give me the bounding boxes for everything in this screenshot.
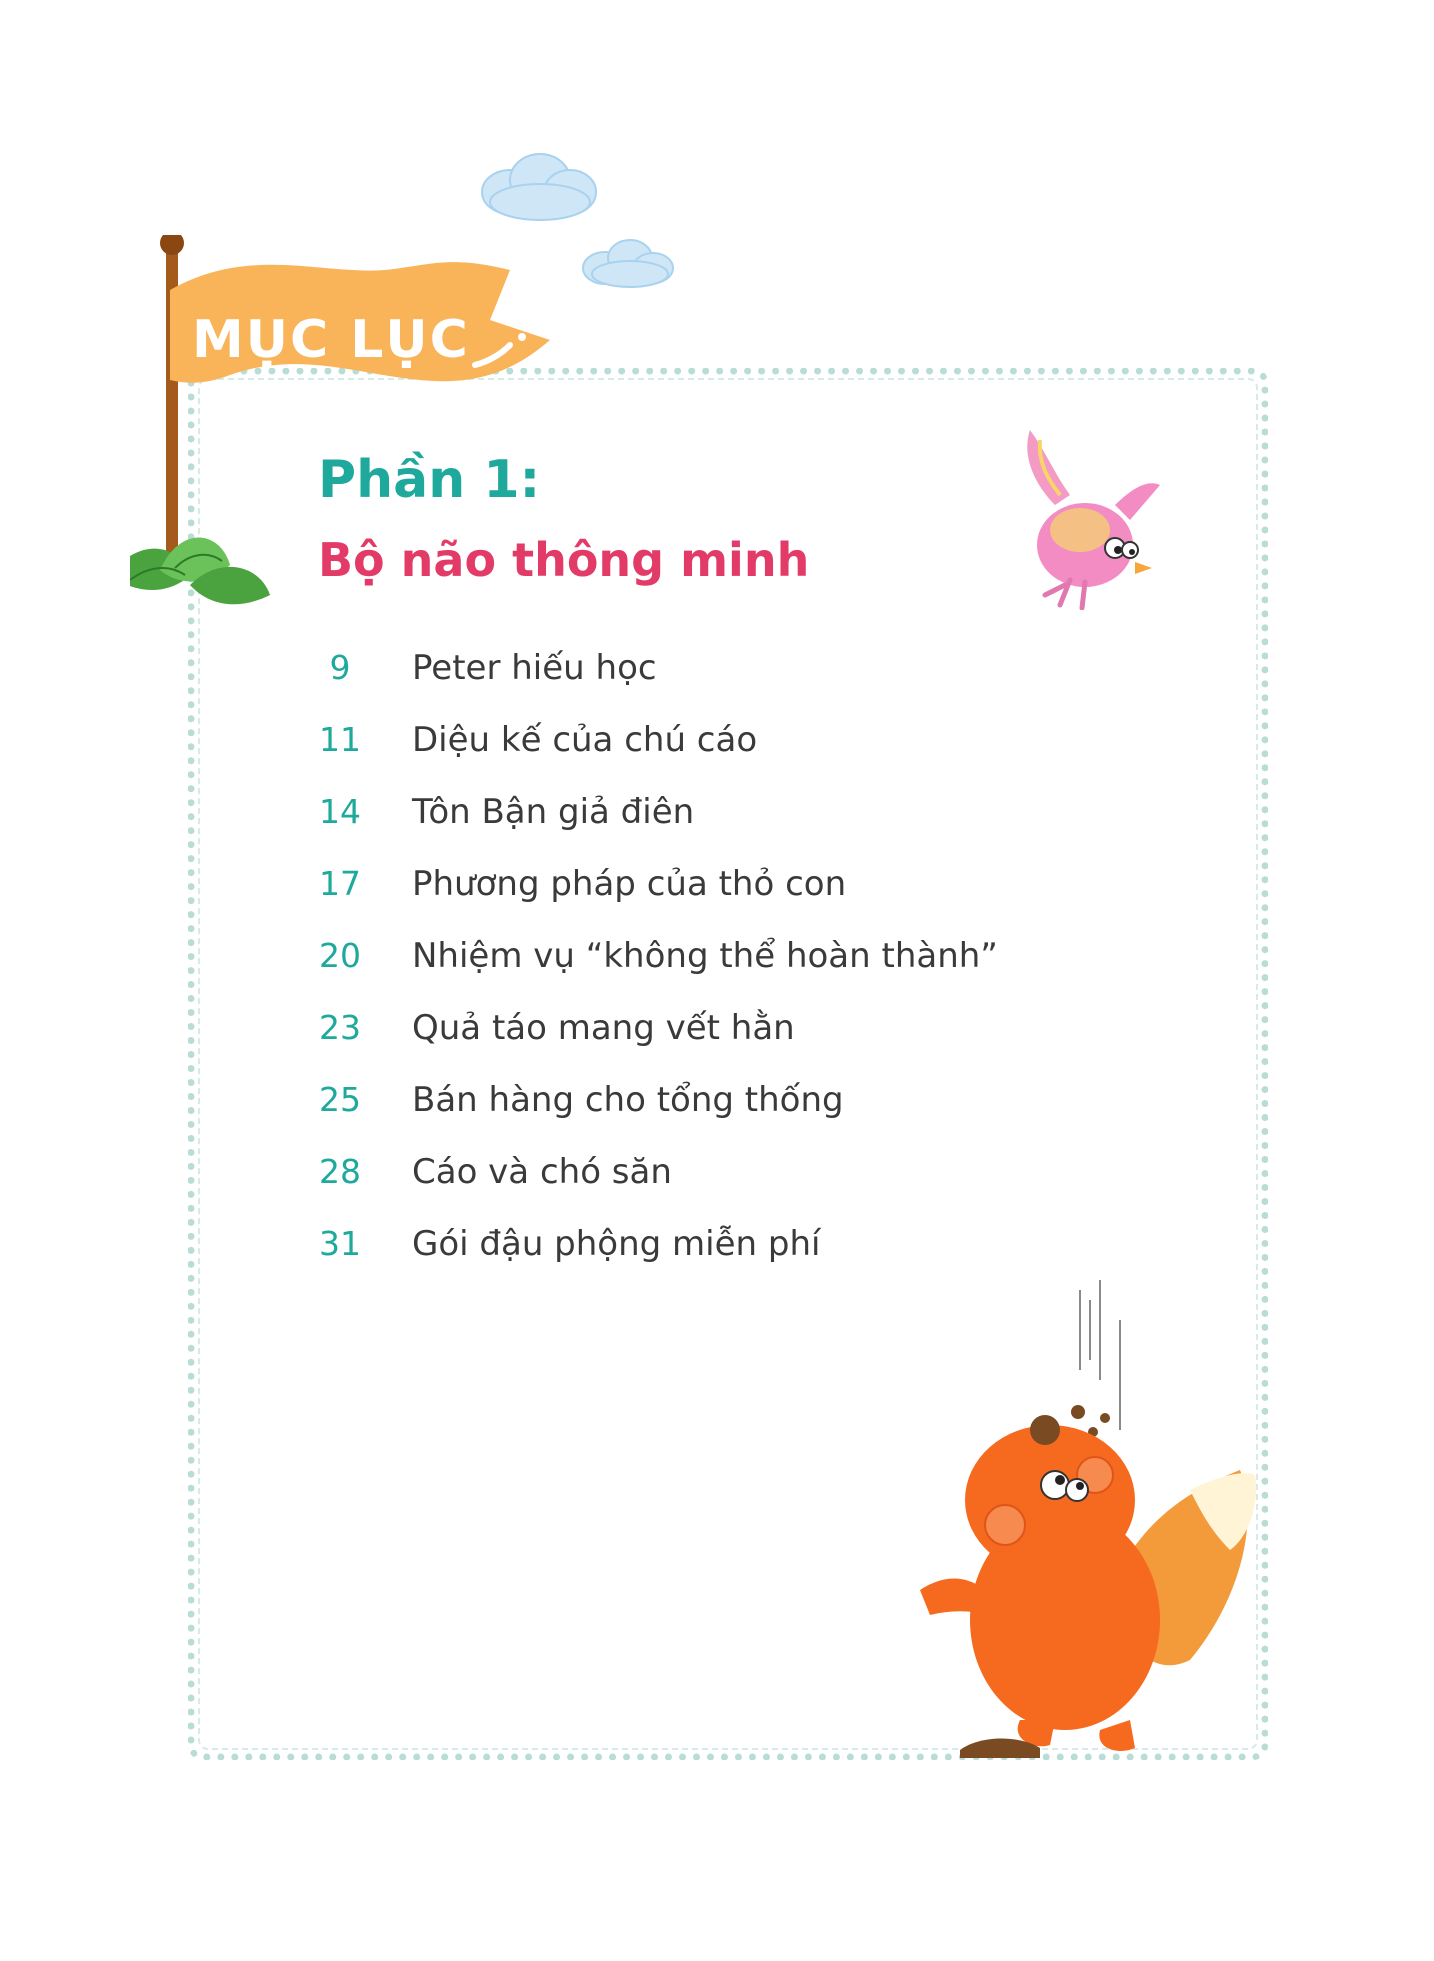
toc-page-number: 9 bbox=[329, 648, 351, 687]
toc-entry[interactable] bbox=[300, 640, 1100, 712]
toc-chapter-title: Gói đậu phộng miễn phí bbox=[412, 1224, 821, 1264]
bird-icon bbox=[1010, 420, 1170, 610]
toc-page-number: 11 bbox=[319, 720, 361, 759]
toc-page-number: 23 bbox=[319, 1008, 361, 1047]
toc-chapter-title: Diệu kế của chú cáo bbox=[412, 720, 758, 760]
toc-chapter-title: Cáo và chó săn bbox=[412, 1152, 672, 1192]
toc-page-number: 25 bbox=[319, 1080, 361, 1119]
toc-chapter-title: Quả táo mang vết hằn bbox=[412, 1008, 795, 1048]
toc-page-number: 28 bbox=[319, 1152, 361, 1191]
table-of-contents bbox=[300, 640, 1100, 1288]
toc-page-number: 14 bbox=[319, 792, 361, 831]
toc-page-number: 20 bbox=[319, 936, 361, 975]
fox-icon bbox=[890, 1280, 1270, 1760]
page-heading: MỤC LỤC bbox=[192, 310, 470, 370]
toc-chapter-title: Phương pháp của thỏ con bbox=[412, 864, 847, 904]
toc-entry[interactable] bbox=[300, 1000, 1100, 1072]
toc-entry[interactable] bbox=[300, 1072, 1100, 1144]
toc-chapter-title: Bán hàng cho tổng thống bbox=[412, 1080, 844, 1120]
toc-chapter-title: Tôn Bận giả điên bbox=[412, 792, 695, 832]
toc-entry[interactable] bbox=[300, 1144, 1100, 1216]
toc-entry[interactable] bbox=[300, 928, 1100, 1000]
part-label: Phần 1: bbox=[318, 450, 541, 510]
toc-chapter-title: Nhiệm vụ “không thể hoàn thành” bbox=[412, 936, 998, 976]
toc-entry[interactable] bbox=[300, 856, 1100, 928]
leaves-icon bbox=[130, 538, 270, 605]
toc-chapter-title: Peter hiếu học bbox=[412, 648, 657, 688]
toc-page-number: 17 bbox=[319, 864, 361, 903]
toc-entry[interactable] bbox=[300, 784, 1100, 856]
toc-entry[interactable] bbox=[300, 712, 1100, 784]
part-title: Bộ não thông minh bbox=[318, 533, 810, 587]
toc-entry[interactable] bbox=[300, 1216, 1100, 1288]
toc-page-number: 31 bbox=[319, 1224, 361, 1263]
